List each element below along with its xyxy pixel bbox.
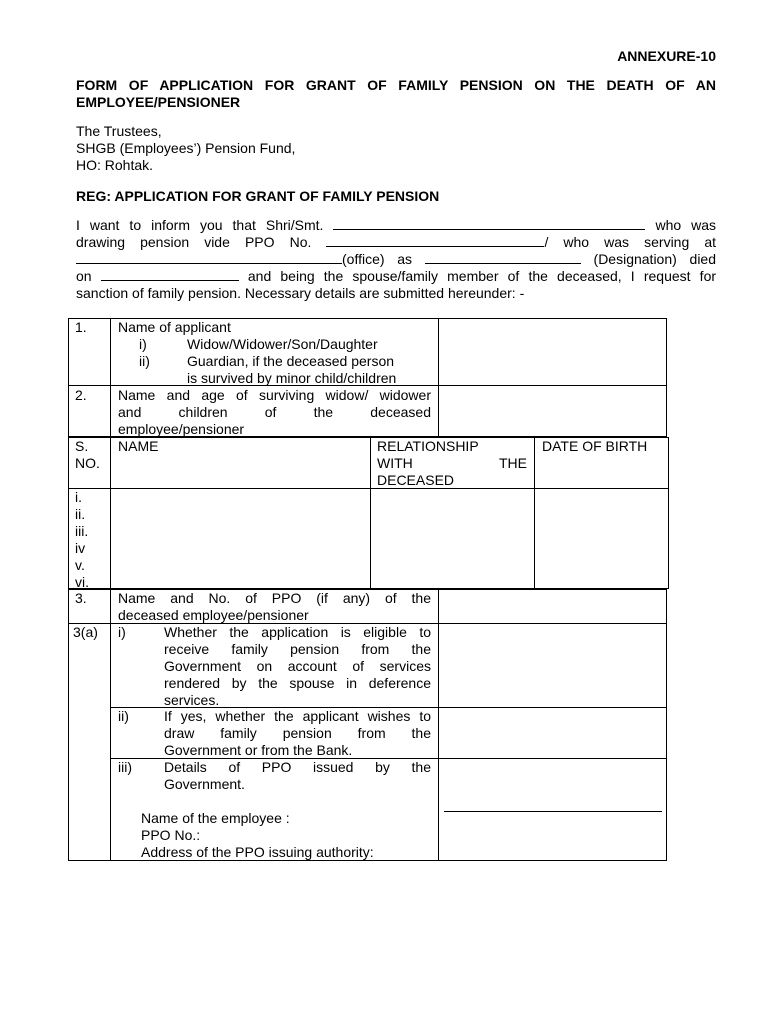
annexure-label: ANNEXURE-10: [617, 48, 716, 64]
form-page: ANNEXURE-10 FORM OF APPLICATION FOR GRANT OF FAMILY PENSION ON THE DEATH OF AN EMPLOYEE/PENSIONER The Trustees, SHGB (Employees’) Pension Fund, HO: Rohtak. REG: APPLICATION FOR GRANT OF FAMILY PENSION I want to inform you that Shri/Smt. who was drawing pension vide PPO No. / who was serving at (office) as (Designation) died on and being the spouse/family member of the deceased, I request for sanction of family pension. Necessary details are submitted hereunder: - 1. Name of applicant i) Widow/Widower/Son/Daughter ii) Guardian, if the deceased person is survived by minor child/children 2. Name and age of surviving widow/ widower and children of the deceased employee/pensioner S. NO. NAME RELATIONSHIP WITH THE DECEASED DATE OF BIRTH i. ii. iii. iv v. vi. 3. Name and No. of PPO (if any) of the deceased employee/pensioner 3(a) i) Whether the application is eligible to receive family pension from the Government on account of services rendered by the spouse in deference services. ii) If yes, whether the applicant wishes to draw family pension from the Government or from the Bank. iii) Details of PPO issued by the Government. Name of the employee : PPO No.: Address of the PPO issuing authority:: [0, 0, 770, 1024]
table-row: ii.: [75, 506, 86, 522]
ppo-details-govt-input[interactable]: [439, 759, 666, 860]
row-number: 2.: [75, 387, 87, 403]
addressee-line: The Trustees,: [76, 123, 162, 139]
col-header-name: NAME: [118, 438, 159, 454]
ppo-details-label: Name and No. of PPO (if any) of the deceased employee/pensioner: [118, 590, 431, 623]
table-row: i.: [75, 489, 82, 505]
relationship-input[interactable]: [371, 489, 533, 588]
form-title: FORM OF APPLICATION FOR GRANT OF FAMILY PENSION ON THE DEATH OF AN EMPLOYEE/PENSIONER: [76, 77, 716, 110]
col-header-relationship: RELATIONSHIP WITH THE DECEASED: [377, 438, 527, 488]
addressee-block: [76, 123, 295, 174]
col-header-sno: S. NO.: [75, 438, 100, 471]
row-number: 3.: [75, 590, 87, 606]
addressee-line: SHGB (Employees’) Pension Fund,: [76, 140, 296, 156]
intro-line-2: drawing pension vide PPO No. / who was serving at: [76, 234, 716, 250]
row-number: 1.: [75, 319, 87, 335]
table-row: v.: [75, 557, 85, 573]
date-of-death-blank[interactable]: [101, 269, 239, 281]
applicant-name-blank[interactable]: [333, 218, 645, 230]
applicant-name-input[interactable]: [439, 319, 666, 385]
addressee-line: HO: Rohtak.: [76, 157, 154, 173]
dob-input[interactable]: [535, 489, 668, 588]
col-header-dob: DATE OF BIRTH: [542, 438, 648, 454]
intro-line-5: sanction of family pension. Necessary details are submitted hereunder: -: [76, 285, 525, 301]
ppo-number-blank[interactable]: [326, 235, 544, 247]
intro-line-4: on and being the spouse/family member of the deceased, I request for: [76, 268, 717, 284]
eligibility-question: Whether the application is eligible to receive family pension from the Government on account of services rendered by the spouse in deference services.: [164, 624, 431, 708]
ppo-govt-question: Details of PPO issued by the Government.: [164, 759, 431, 792]
intro-line-1: I want to inform you that Shri/Smt. who was: [76, 217, 717, 233]
table-row: vi.: [75, 574, 89, 590]
applicant-name-label: Name of applicant: [118, 319, 231, 335]
intro-line-3: (office) as (Designation) died: [76, 251, 716, 268]
office-blank[interactable]: [76, 252, 342, 264]
pension-source-input[interactable]: [439, 708, 666, 758]
member-name-input[interactable]: [111, 489, 369, 588]
table-row: iii.: [75, 523, 89, 539]
intro-paragraph: [76, 217, 716, 302]
eligibility-input[interactable]: [439, 624, 666, 707]
designation-blank[interactable]: [425, 252, 581, 264]
row-number: 3(a): [73, 624, 98, 640]
ppo-authority-label: Address of the PPO issuing authority:: [141, 844, 374, 860]
pension-source-question: If yes, whether the applicant wishes to draw family pension from the Government or from the Bank.: [164, 708, 431, 758]
table-row: iv: [75, 540, 86, 556]
ppo-details-input[interactable]: [439, 590, 666, 623]
surviving-members-label: Name and age of surviving widow/ widower and children of the deceased employee/pensioner: [118, 387, 431, 437]
ppo-no-label: PPO No.:: [141, 827, 201, 843]
subject-line: REG: APPLICATION FOR GRANT OF FAMILY PENSION: [76, 188, 440, 204]
employee-name-label: Name of the employee :: [141, 810, 290, 826]
row-numerals: [75, 489, 89, 591]
